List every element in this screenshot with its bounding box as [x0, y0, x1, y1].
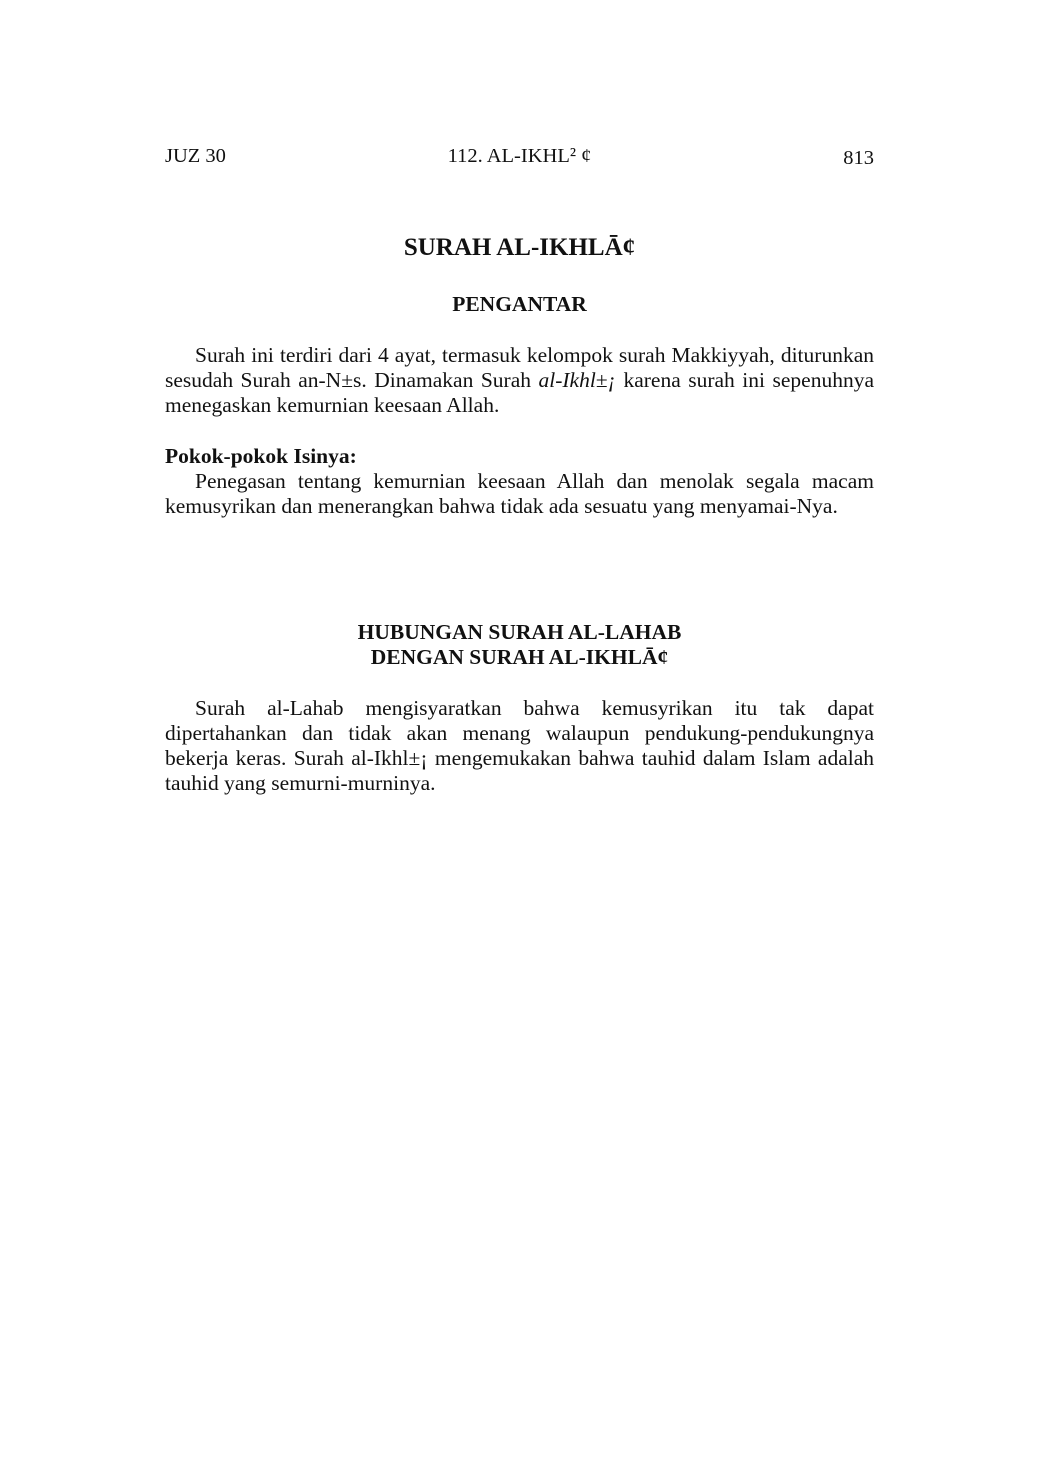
- juz-label: JUZ 30: [165, 145, 226, 167]
- running-header: [165, 145, 874, 175]
- relation-heading-line-1: HUBUNGAN SURAH AL-LAHAB: [357, 620, 682, 644]
- intro-text-part-1: Surah ini terdiri dari 4 ayat, termasuk kelompok surah Makkiyyah, diturunkan sesudah Surah an-N±s. Dinamakan Surah: [165, 343, 874, 392]
- intro-heading: PENGANTAR: [452, 292, 587, 316]
- relation-paragraph: Surah al-Lahab mengisyaratkan bahwa kemusyrikan itu tak dapat dipertahankan dan tidak akan menang walaupun pendukung-pendukungnya bekerja keras. Surah al-Ikhl±¡ mengemukakan bahwa tauhid dalam Islam adalah tauhid yang semurni-murninya.: [165, 696, 874, 795]
- intro-text-part-2: karena surah ini sepenuhnya menegaskan kemurnian keesaan Allah.: [165, 368, 874, 417]
- contents-heading: Pokok-pokok Isinya:: [165, 444, 357, 468]
- chapter-label: 112. AL-IKHL² ¢: [447, 145, 592, 167]
- intro-text-italic: al-Ikhl±¡: [538, 368, 616, 392]
- intro-paragraph: [165, 343, 874, 418]
- relation-heading-line-2: DENGAN SURAH AL-IKHLĀ¢: [370, 645, 669, 669]
- surah-title: SURAH AL-IKHLĀ¢: [403, 234, 636, 261]
- document-page: [165, 0, 874, 1475]
- contents-paragraph: Penegasan tentang kemurnian keesaan Allah dan menolak segala macam kemusyrikan dan menerangkan bahwa tidak ada sesuatu yang menyamai-Nya.: [165, 469, 874, 518]
- relation-heading: [165, 620, 874, 670]
- page-number: 813: [843, 147, 874, 169]
